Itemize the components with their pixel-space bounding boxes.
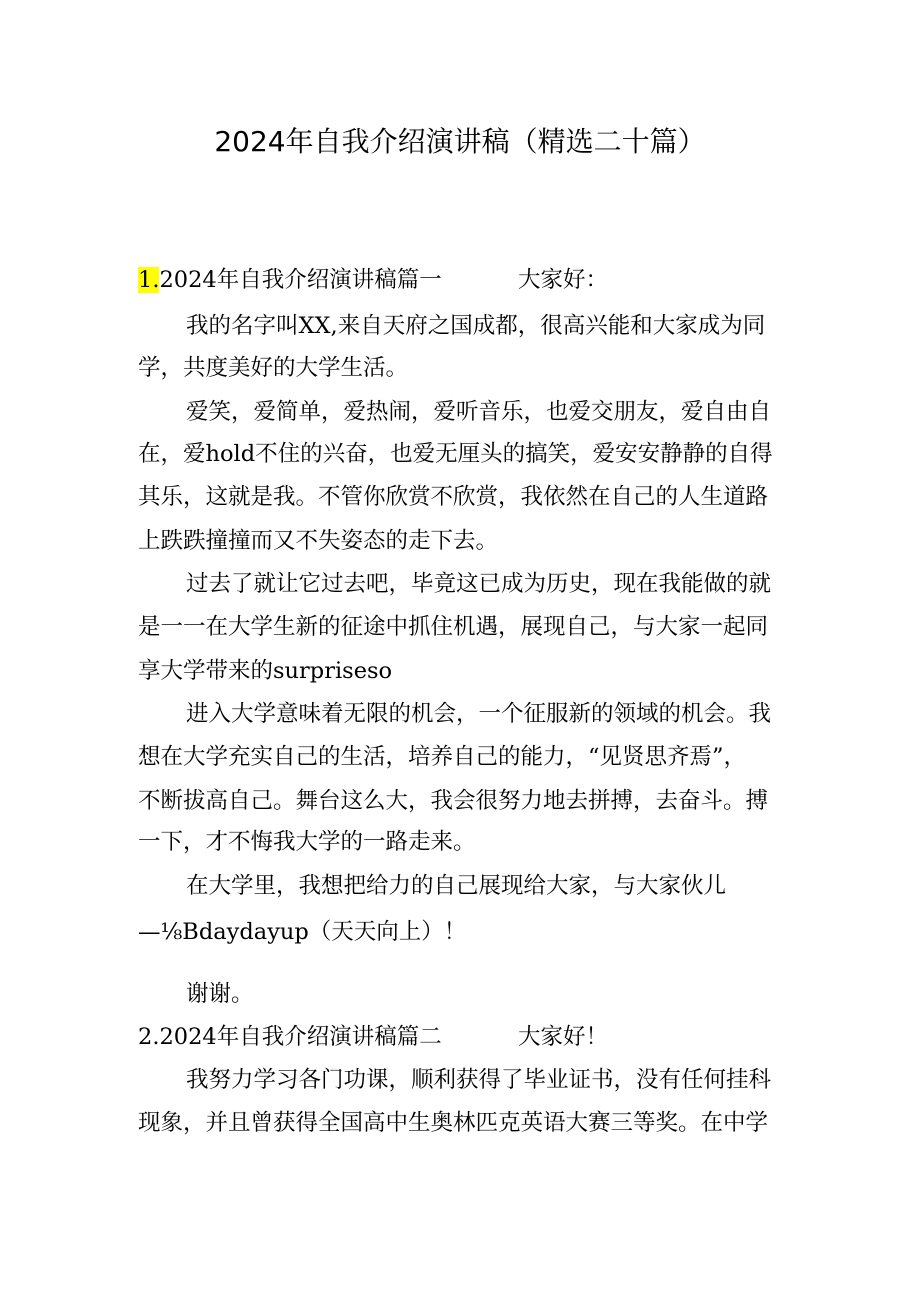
- paragraph-line: 是一一在大学生新的征途中抓住机遇，展现自己，与大家一起同: [138, 614, 769, 640]
- paragraph-line: —⅛Bdaydayup（天天向上）！: [138, 919, 467, 945]
- paragraph-line: 谢谢。: [186, 981, 254, 1007]
- paragraph-line: 过去了就让它过去吧，毕竟这已成为历史，现在我能做的就: [186, 571, 772, 597]
- document-title: 2024年自我介绍演讲稿（精选二十篇）: [214, 125, 706, 158]
- section-greeting-2: 大家好！: [518, 1024, 609, 1050]
- paragraph-line: 现象，并且曾获得全国高中生奥林匹克英语大赛三等奖。在中学: [138, 1110, 769, 1136]
- section-heading-1: [138, 264, 442, 296]
- paragraph-line: 想在大学充实自己的生活，培养自己的能力，“见贤思齐焉”，: [138, 744, 747, 770]
- paragraph-line: 在，爱hold不住的兴奋，也爱无厘头的搞笑，爱安安静静的自得: [138, 441, 773, 467]
- section-number-highlight: 1.: [138, 267, 160, 293]
- paragraph-line: 在大学里，我想把给力的自己展现给大家，与大家伙儿: [186, 873, 727, 899]
- paragraph-line: 我努力学习各门功课，顺利获得了毕业证书，没有任何挂科: [186, 1067, 772, 1093]
- paragraph-line: 不断拔高自己。舞台这么大，我会很努力地去拼搏，去奋斗。搏: [138, 788, 769, 814]
- section-heading-text: 2024年自我介绍演讲稿篇一: [159, 267, 442, 293]
- paragraph-line: 其乐，这就是我。不管你欣赏不欣赏，我依然在自己的人生道路: [138, 484, 769, 510]
- section-greeting-1: 大家好：: [518, 267, 609, 293]
- paragraph-line: 进入大学意味着无限的机会，一个征服新的领域的机会。我: [186, 701, 772, 727]
- paragraph-line: 我的名字叫XX,来自天府之国成都，很高兴能和大家成为同: [186, 313, 766, 339]
- paragraph-line: 上跌跌撞撞而又不失姿态的走下去。: [138, 528, 499, 554]
- paragraph-line: 学，共度美好的大学生活。: [138, 355, 409, 381]
- paragraph-line: 一下，才不悔我大学的一路走来。: [138, 829, 476, 855]
- paragraph-line: 爱笑，爱简单，爱热闹，爱听音乐，也爱交朋友，爱自由自: [186, 399, 772, 425]
- section-heading-2: 2.2024年自我介绍演讲稿篇二: [138, 1024, 442, 1050]
- paragraph-line: 享大学带来的surpriseso: [138, 658, 393, 684]
